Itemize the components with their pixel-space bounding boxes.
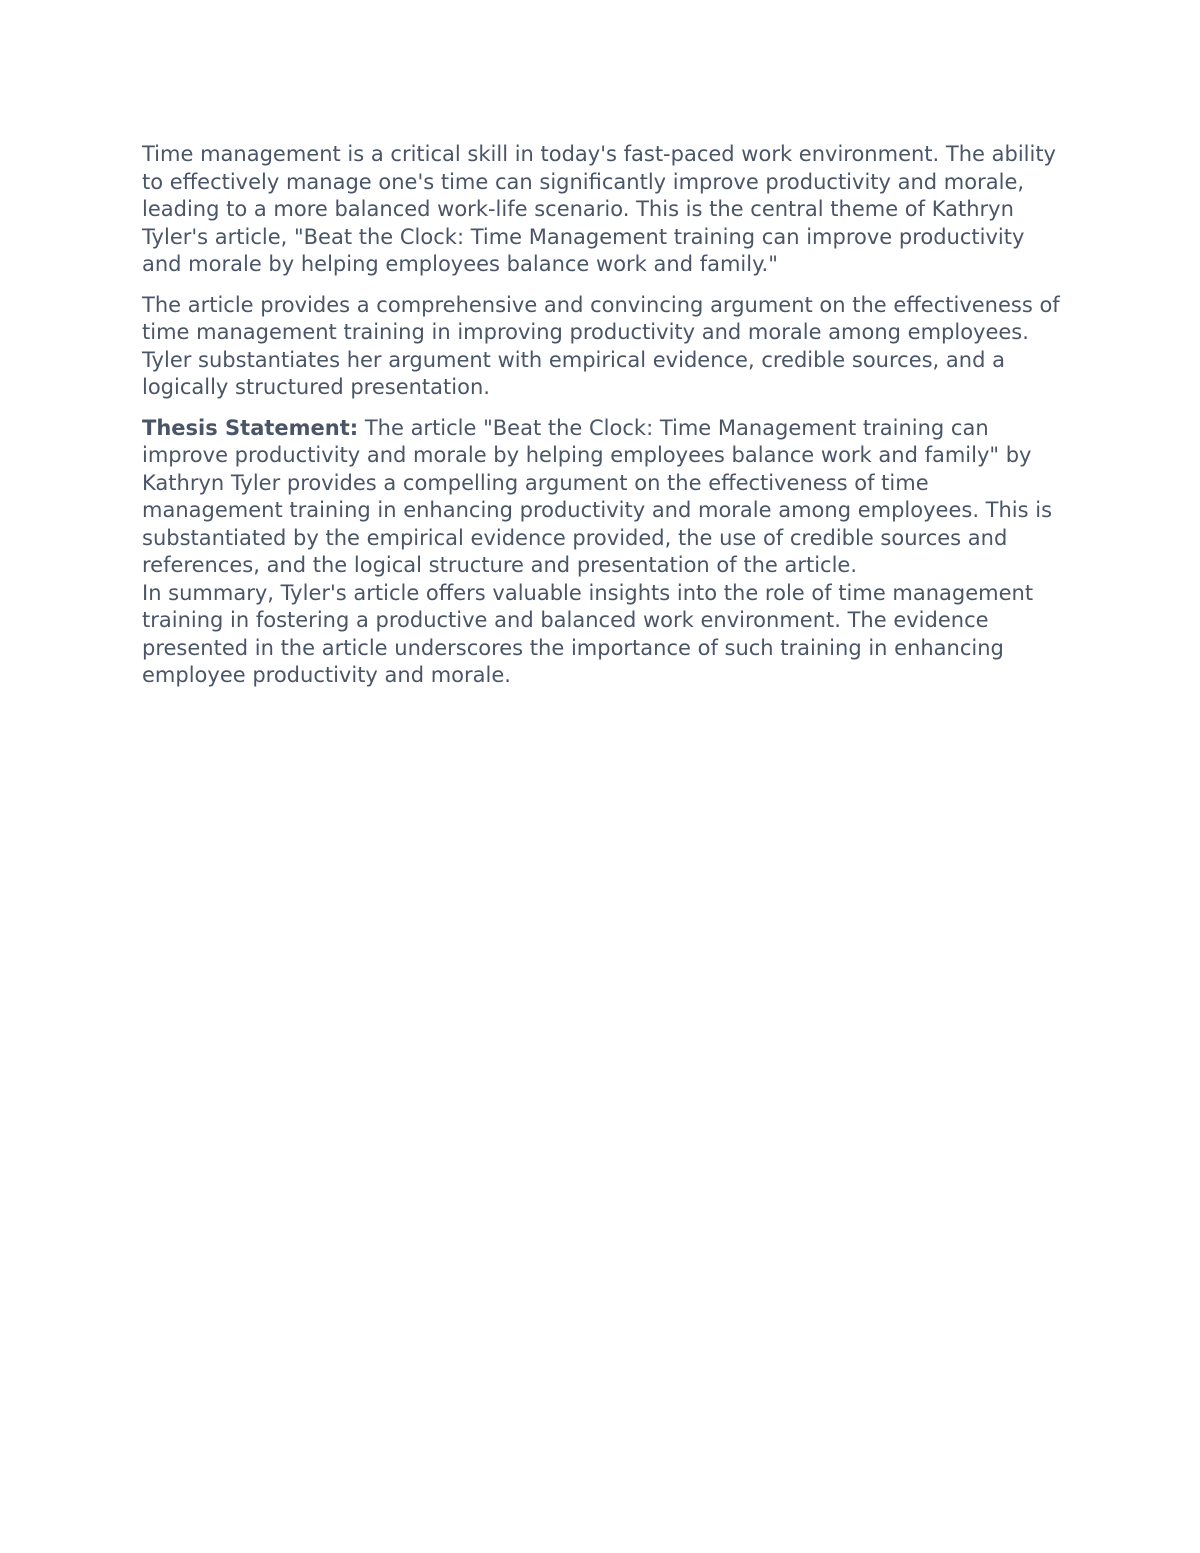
summary-paragraph: In summary, Tyler's article offers valuable insights into the role of time management training in fostering a productive and balanced work environment. The evidence presented in the article underscores the importance of such training in enhancing employee productivity and morale.: [142, 580, 1034, 687]
argument-paragraph: The article provides a comprehensive and convincing argument on the effectiveness of time management training in improving productivity and morale among employees. Tyler substantiates her argument with empirical evidence, credible sources, and a logically structured presentation.: [142, 292, 1060, 399]
thesis-label: Thesis Statement:: [142, 415, 359, 440]
thesis-paragraph: [142, 415, 1062, 580]
intro-paragraph: Time management is a critical skill in today's fast-paced work environment. The ability to effectively manage one's time can significantly improve productivity and morale, leading to a more balanced work-life scenario. This is the central theme of Kathryn Tyler's article, "Beat the Clock: Time Management training can improve productivity and morale by helping employees balance work and family.": [142, 142, 1056, 276]
thesis-text: The article "Beat the Clock: Time Management training can improve productivity and morale by helping employees balance work and family" by Kathryn Tyler provides a compelling argument on the effectiveness of time management training in enhancing productivity and morale among employees. This is substantiated by the empirical evidence provided, the use of credible sources and references, and the logical structure and presentation of the article.: [142, 415, 1053, 577]
document-body: [142, 141, 1062, 690]
